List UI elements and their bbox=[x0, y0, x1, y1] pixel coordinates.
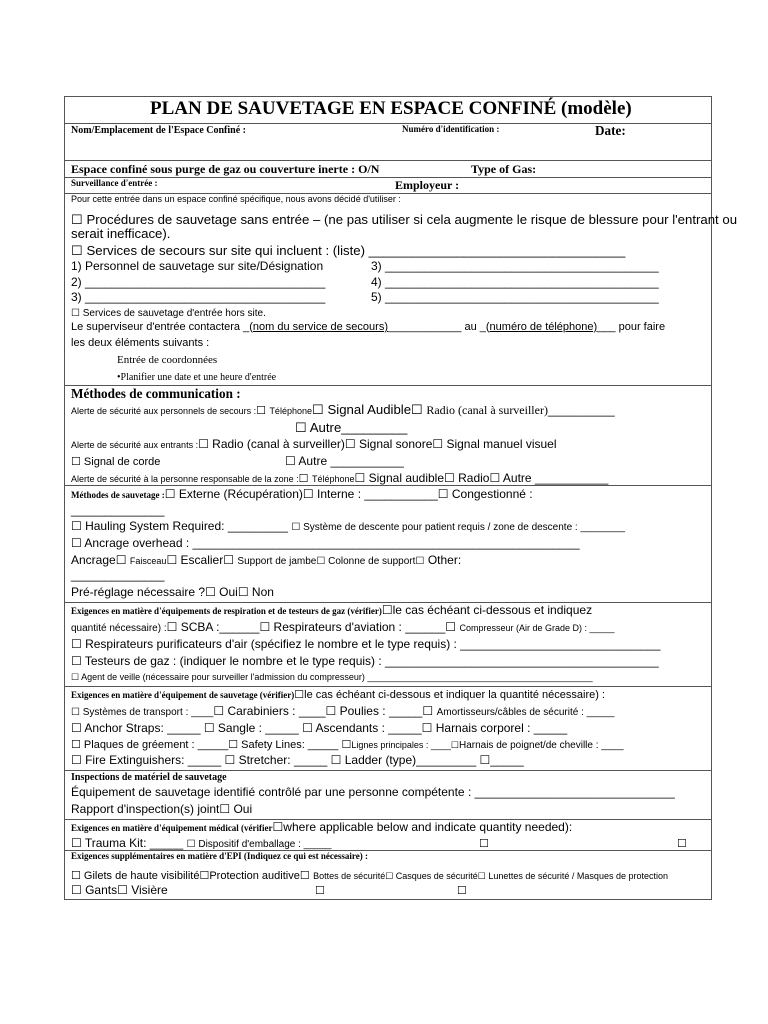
congested-blank[interactable]: ______________ bbox=[71, 503, 165, 517]
area-responsible-alert-line: Alerte de sécurité à la personne responsable de la zone :☐ Téléphone☐ Signal audible☐ Radio☐ Autre ___________ bbox=[71, 471, 609, 485]
rescue-alert-line: Alerte de sécurité aux personnels de secours :☐ Téléphone☐ Signal Audible☐ Radio (canal à surveiller)__________ bbox=[71, 402, 615, 417]
compressor-watch-line[interactable]: ☐ Agent de veille (nécessaire pour surveiller l'admission du compresseur) _____________________________________________ bbox=[71, 672, 593, 682]
rescue-plan-form bbox=[64, 96, 738, 900]
onsite-rescue-option[interactable]: ☐ Services de secours sur site qui incluent : (liste) ___________________________________ bbox=[71, 243, 626, 258]
onsite-personnel-2[interactable]: 2) ____________________________________ bbox=[71, 275, 326, 289]
medical-heading: Exigences en matière d'équipement médical (vérifier☐where applicable below and indicate quantity needed): bbox=[71, 820, 573, 834]
supervisor-contact-line: Le superviseur d'entrée contactera _(nom du service de secours)____________ au _(numéro de téléphone)___ pour faire bbox=[71, 321, 666, 333]
rescue-intro: Pour cette entrée dans un espace confiné spécifique, nous avons décidé d'utiliser : bbox=[71, 194, 401, 204]
divider bbox=[65, 160, 711, 161]
ppe-line-1: ☐ Gilets de haute visibilité☐Protection auditive☐ Bottes de sécurité☐ Casques de sécurité☐ Lunettes de sécurité / Masques de protection bbox=[71, 870, 668, 882]
overhead-anchor-line[interactable]: ☐ Ancrage overhead : __________________________________________________________ bbox=[71, 536, 580, 550]
air-purifying-respirators-line[interactable]: ☐ Respirateurs purificateurs d'air (spécifiez le nombre et le type requis) : ______________________________ bbox=[71, 637, 661, 651]
gloves-visor-line[interactable]: ☐ Gants☐ Visière bbox=[71, 883, 168, 897]
breathing-heading: Exigences en matière d'équipements de respiration et de testeurs de gaz (vérifier)☐le cas échéant ci-dessous et indiquez bbox=[71, 603, 593, 617]
other-anchor-blank[interactable]: ______________ bbox=[71, 568, 165, 582]
offsite-rescue-option[interactable]: ☐ Services de sauvetage d'entrée hors site. bbox=[71, 308, 266, 319]
inspection-report-line[interactable]: Rapport d'inspection(s) joint☐ Oui bbox=[71, 802, 253, 816]
fire-extinguishers-line[interactable]: ☐ Fire Extinguishers: _____ ☐ Stretcher: _____ ☐ Ladder (type)_________ ☐_____ bbox=[71, 753, 524, 767]
anchor-straps-line: ☐ Anchor Straps: _____ ☐ Sangle : _____ ☐ Ascendants : _____☐ Harnais corporel : _____ bbox=[71, 721, 568, 735]
divider bbox=[65, 686, 711, 687]
date-label: Date: bbox=[595, 123, 626, 138]
onsite-personnel-1: 1) Personnel de sauvetage sur site/Désignation bbox=[71, 259, 324, 273]
divider bbox=[65, 485, 711, 486]
onsite-personnel-5[interactable]: 5) _________________________________________ bbox=[371, 290, 659, 304]
non-entry-rescue-option[interactable]: ☐ Procédures de sauvetage sans entrée – (ne pas utiliser si cela augmente le risque de blessure pour l'entrant ou bbox=[71, 212, 738, 227]
gas-testers-line[interactable]: ☐ Testeurs de gaz : (indiquer le nombre et le type requis) : _________________________________________ bbox=[71, 654, 659, 668]
entrant-alert-line: Alerte de sécurité aux entrants :☐ Radio (canal à surveiller)☐ Signal sonore☐ Signal manuel visuel bbox=[71, 437, 557, 451]
entry-surveillance-label: Surveillance d'entrée : bbox=[71, 178, 158, 188]
ppe-extra-checkbox-1[interactable]: ☐ bbox=[315, 885, 325, 897]
ppe-heading: Exigences supplémentaires en matière d'EPI (Indiquez ce qui est nécessaire) : bbox=[71, 851, 368, 861]
form-title: PLAN DE SAUVETAGE EN ESPACE CONFINÉ (modèle) bbox=[150, 98, 632, 119]
hauling-system-line: ☐ Hauling System Required: _________ ☐ Système de descente pour patient requis / zone de descente : ________ bbox=[71, 519, 625, 533]
scba-line: quantité nécessaire) :☐ SCBA :______☐ Respirateurs d'aviation : ______☐ Compresseur (Air de Grade D) : _____ bbox=[71, 620, 615, 634]
employer-label: Employeur : bbox=[395, 178, 460, 192]
gas-purge-label: Espace confiné sous purge de gaz ou couverture inerte : O/N bbox=[71, 162, 380, 176]
coordinate-entry-item: Entrée de coordonnées bbox=[117, 354, 218, 366]
entrant-alert-other[interactable]: ☐ Autre ___________ bbox=[285, 454, 404, 468]
location-label: Nom/Emplacement de l'Espace Confiné : bbox=[71, 125, 246, 136]
gas-type-label: Type of Gas: bbox=[471, 162, 537, 176]
onsite-personnel-4[interactable]: 4) _________________________________________ bbox=[371, 275, 659, 289]
onsite-personnel-3b[interactable]: 3) ____________________________________ bbox=[71, 290, 326, 304]
rescue-methods-line: Méthodes de sauvetage :☐ Externe (Récupération)☐ Interne : ___________☐ Congestionné : bbox=[71, 487, 533, 501]
plan-entry-item: •Planifier une date et une heure d'entrée bbox=[117, 372, 277, 383]
rope-signal-option[interactable]: ☐ Signal de corde bbox=[71, 456, 161, 468]
communication-heading: Méthodes de communication : bbox=[71, 386, 241, 401]
medical-extra-checkbox-2[interactable]: ☐ bbox=[677, 838, 687, 850]
inspection-competent-person-line[interactable]: Équipement de sauvetage identifié contrôlé par une personne compétente : ______________________________ bbox=[71, 785, 675, 799]
ppe-extra-checkbox-2[interactable]: ☐ bbox=[457, 885, 467, 897]
non-entry-rescue-note: serait inefficace). bbox=[71, 226, 171, 241]
divider bbox=[65, 177, 711, 178]
medical-extra-checkbox-1[interactable]: ☐ bbox=[479, 838, 489, 850]
id-number-label: Numéro d'identification : bbox=[402, 124, 500, 134]
following-items-label: les deux éléments suivants : bbox=[71, 337, 210, 349]
pre-rigging-line[interactable]: Pré-réglage nécessaire ?☐ Oui☐ Non bbox=[71, 585, 274, 599]
trauma-kit-line: ☐ Trauma Kit: _____ ☐ Dispositif d'emballage : _____ bbox=[71, 836, 332, 850]
equipment-heading: Exigences en matière d'équipement de sauvetage (vérifier)☐le cas échéant ci-dessous et indiquer la quantité nécessaire) : bbox=[71, 689, 605, 701]
transport-line: ☐ Systèmes de transport : ____☐ Carabiniers : ____☐ Poulies : _____☐ Amortisseurs/câbles de sécurité : _____ bbox=[71, 704, 615, 718]
rigging-plates-line: ☐ Plaques de gréement : _____☐ Safety Lines: _____ ☐Lignes principales : ____☐Harnais de poignet/de cheville : ____ bbox=[71, 739, 624, 751]
divider bbox=[65, 770, 711, 771]
onsite-personnel-3[interactable]: 3) _________________________________________ bbox=[371, 259, 659, 273]
inspection-heading: Inspections de matériel de sauvetage bbox=[71, 772, 227, 783]
rescue-alert-other[interactable]: ☐ Autre_________ bbox=[295, 420, 408, 435]
anchor-type-line: Ancrage☐ Faisceau☐ Escalier☐ Support de jambe☐ Colonne de support☐ Other: bbox=[71, 553, 462, 567]
